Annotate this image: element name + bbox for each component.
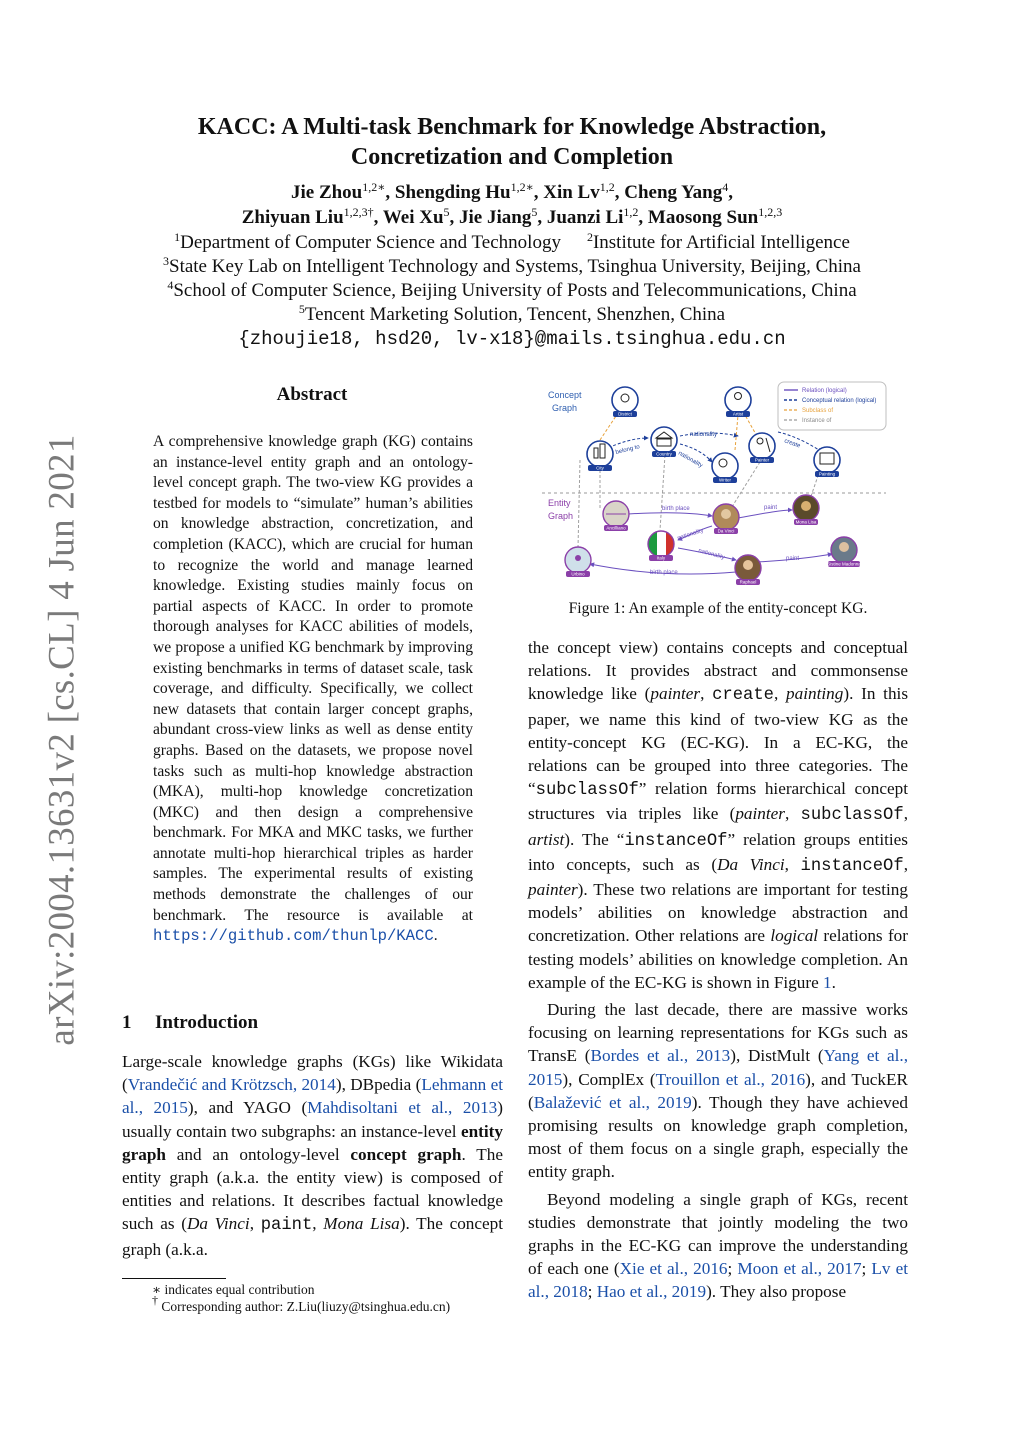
concept-node-painting [814,447,840,477]
author-affil-sup: 5 [531,205,538,219]
section-number: 1 [122,1012,132,1033]
node-label: Mona Lisa [795,519,817,525]
affiliation-5: Tencent Marketing Solution, Tencent, Shenzhen, China [304,304,726,325]
concept-graph-label: Graph [552,403,578,413]
edge-birth-place [628,513,712,516]
edge-label: belong to [615,444,641,456]
citation-link[interactable]: Lehmann et al., 2015 [122,1075,504,1118]
edge-label: paint [786,556,800,562]
affil-sup: 2 [586,230,593,244]
text: relations for testing models’ abilities on knowledge completion. An example of the EC-KG is shown in Figure [528,926,908,992]
author-affil-sup: 1,2,3† [343,205,374,219]
text: ” relation forms hierarchical concept structures via triples like ( [528,779,908,824]
author-line-1: Jie Zhou$^{1,2∗}$, Shengding $Hu^{1,2∗}$, Xin Lv$^{1,2}$, Cheng Yang$^4$, [290,180,733,203]
text: , [784,854,801,874]
footnote-rule [122,1278,226,1279]
entity-mention: Mona Lisa [323,1214,400,1234]
edge-instance [578,460,580,548]
text: During the last decade, there are massive works focusing on learning representations for KGs such as TransE ( [528,1000,908,1066]
affiliation-2: Institute for Artificial Intelligence [592,232,850,253]
term-logical: logical [770,926,819,946]
citation-link[interactable]: Bordes et al., 2013 [590,1046,731,1066]
affiliation-line-2 [0,255,1024,279]
text: ), ComplEx ( [562,1069,656,1089]
affiliation-1: Department of Computer Science and Technology [180,232,561,253]
entity-mention: Da Vinci [717,854,785,874]
citation-link[interactable]: Mahdisoltani et al., 2013 [307,1098,498,1118]
author-name: Xin Lv [543,182,600,203]
node-label: Urbino [571,571,585,577]
affil-sup: 1 [174,230,181,244]
text: the concept view) contains concepts and conceptual relations. It provides abstract and commonsense knowledge like ( [528,638,908,704]
edge-label: nationality [676,527,705,542]
author-name: Maosong Sun [647,207,759,228]
text: ). The concept graph (a.k.a. [122,1214,504,1259]
node-label: Painting [818,471,836,477]
citation-link[interactable]: Yang et al., 2015 [528,1046,908,1089]
arxiv-identifier: arXiv:2004.13631v2 [cs.CL] 4 Jun 2021 [41,434,83,1046]
concept-graph-label: Concept [548,390,582,400]
relation-mention: instanceOf [624,831,728,851]
paragraph-kg-representations [528,998,908,1184]
text: ” relation groups entities into concepts, such as ( [528,829,908,874]
entity-graph-label: Entity [548,498,571,508]
affiliation-3: State Key Lab on Intelligent Technology and Systems, Tsinghua University, Beijing, China [169,256,861,277]
node-label: Country [656,451,672,457]
right-column-text [528,636,908,1308]
concept-node-district [612,387,638,417]
concept-mention: painting [786,684,844,704]
author-affil-sup: 1,2∗ [362,180,386,194]
entity-node-sistine-madonna [827,537,861,567]
node-label: Painter [754,457,770,463]
entity-node-mona-lisa [793,495,819,525]
entity-graph-label: Graph [548,511,574,521]
concept-node-painter [749,433,775,463]
edge-label: create [783,438,802,450]
author-name: Wei Xu [382,207,444,228]
text: , [312,1214,324,1234]
concept-node-artist [725,387,751,417]
figure-entity-concept-kg [540,380,888,598]
abstract-text: A comprehensive knowledge graph (KG) contains an instance-level entity graph and an ontology-level concept graph. The two-view KG provides a testbed for models to “simulate” human’s abilities on knowledge abstraction, concretization, and completion (KACC), which are crucial for human to recognize the world and manage learned knowledge. Existing studies mainly focus on partial aspects of KACC. In order to promote thorough analyses for KACC abilities of models, we propose a unified KG benchmark by improving existing benchmarks in terms of dataset scale, task coverage, and difficulty. Specifically, we collect new datasets that contain larger concept graphs, abundant cross-view links as well as dense entity graphs. Based on the datasets, we propose novel tasks such as multi-hop knowledge abstraction (MKA), multi-hop knowledge concretization (MKC) and then design a comprehensive benchmark. For MKA and MKC tasks, we further annotate multi-hop hierarchical triples as harder samples. The experimental results of existing methods demonstrate the challenges of our benchmark. The resource is available at [153,433,473,924]
legend-label: Relation (logical) [802,388,847,394]
concept-node-country [651,427,677,457]
author-name: Jie Jiang [459,207,532,228]
text: ). The “ [564,829,625,849]
node-label: Artist [732,411,744,417]
paragraph-joint-modeling [528,1188,908,1304]
map-pin-icon [612,387,638,413]
citation-link[interactable]: Vrandečić and Krötzsch, 2014 [127,1075,336,1095]
text: , [774,684,787,704]
text: , [784,804,801,824]
affiliation-line-3 [0,279,1024,303]
text: ), and TuckER ( [528,1069,908,1112]
term-entity-graph: entity graph [122,1121,503,1164]
concept-node-writer [712,453,738,483]
affiliation-line-1 [0,231,1024,255]
author-affil-sup: 1,2 [599,180,615,194]
figure-caption: Figure 1: An example of the entity-concept KG. [568,600,868,617]
node-label: District [618,411,632,417]
node-label: Writer [719,477,731,483]
separator: ; [727,1259,738,1279]
author-affil-sup: 1,2,3 [758,205,783,219]
affiliation-line-4 [0,303,1024,327]
concept-mention: painter [650,684,701,704]
author-name: Zhiyuan Liu [241,207,344,228]
painter-icon [749,433,775,459]
edge-paint [738,510,792,518]
entity-node-urbino [565,547,591,577]
paper-title [0,112,1024,172]
affil-sup: 3 [163,254,169,268]
edge-subclass [735,415,738,450]
author-list [0,180,1024,230]
relation-mention: subclassOf [800,806,904,826]
figure-ref-link[interactable]: 1 [823,972,832,992]
paragraph-concept-view [528,636,908,994]
text: . The entity graph (a.k.a. the entity view) is composed of entities and relations. It describes factual knowledge such as ( [122,1144,503,1234]
concept-node-city [587,441,613,471]
abstract-end: . [433,927,438,945]
text: . [831,972,836,992]
citation-link[interactable]: Balažević et al., 2019 [533,1092,692,1112]
text: ). Though they have achieved promising results on knowledge graph completion, most of them focus on a single graph, especially the entity graph. [528,1092,908,1182]
section-title: Introduction [155,1012,259,1033]
concept-mention: artist [528,829,565,849]
citation-link[interactable]: Xie et al., 2016 [619,1259,728,1279]
node-label: Da Vinci [717,528,735,534]
author-affil-sup: 5 [443,205,450,219]
legend-label: Subclass of [802,408,834,414]
text: , [903,804,908,824]
affiliation-4: School of Computer Science, Beijing University of Posts and Telecommunications, China [173,280,857,301]
text: ). They also propose [706,1282,847,1302]
affil-sup: 4 [167,278,174,292]
text: , [903,854,908,874]
author-name: Shengding Hu [394,182,511,203]
text: , [249,1214,261,1234]
footnote-equal-contribution: ∗ indicates equal contribution [152,1282,315,1297]
node-label: Raphael [739,579,757,585]
author-affil-sup: 1,2∗ [510,180,534,194]
intro-paragraph-1 [122,1050,503,1261]
author-name: Jie Zhou [290,182,363,203]
entity-node-raphael [735,555,761,585]
relation-mention: paint [260,1216,313,1236]
footnote-corresponding-author [122,1293,522,1315]
legend-label: Instance of [802,418,832,424]
text: Large-scale knowledge graphs (KGs) like Wikidata ( [122,1052,503,1095]
entity-mention: Da Vinci [186,1214,250,1234]
title-line-2: Concretization and Completion [350,144,674,170]
relation-mention: instanceOf [800,856,904,876]
separator: ; [587,1282,597,1302]
relation-mention: create [712,686,774,706]
author-name: Juanzi Li [546,207,624,228]
government-building-icon [651,427,677,453]
author-affil-sup: 4 [722,180,729,194]
edge-label: nationality [677,450,704,470]
title-line-1: KACC: A Multi-task Benchmark for Knowledge Abstraction, [197,114,827,140]
text: , [700,684,713,704]
concept-mention: painter [528,880,578,900]
edge-label: birth place [650,570,678,576]
node-label: Sistine Madonna [827,561,861,567]
legend-label: Conceptual relation (logical) [802,398,877,404]
edge-label: paint [764,505,778,511]
entity-node-da-vinci [713,504,739,534]
concept-mention: painter [735,804,785,824]
text: Beyond modeling a single graph of KGs, recent studies demonstrate that jointly modeling the two graphs in the EC-KG can improve the understanding of each one ( [528,1189,908,1279]
email-addresses: {zhoujie18, hsd20, lv-x18}@mails.tsinghua.edu.cn [238,328,786,350]
citation-link[interactable]: Lv et al., 2018 [528,1259,909,1302]
dagger-mark: † [152,1293,158,1307]
edge-label: birth place [662,506,690,512]
edge-label: nationality [697,548,726,561]
separator: ; [861,1259,872,1279]
text: Corresponding author: Z.Liu(liuzy@tsinghua.edu.cn) [158,1299,451,1314]
citation-link[interactable]: Hao et al., 2019 [596,1282,707,1302]
author-line-2: Zhiyuan Liu$^{1,2,3\dagger}$, Wei Xu$^5$, Jie Jiang$^5$, Juanzi Li$^{1,2}$, Maosong Sun$^{1,2,3}$ [241,205,783,228]
affiliation-list [0,231,1024,351]
affil-sup: 5 [298,302,305,316]
text: ), DBpedia ( [335,1075,422,1095]
node-label: Ancilliano [606,525,626,531]
citation-link[interactable]: Moon et al., 2017 [737,1259,862,1279]
footnotes [122,1281,522,1315]
text: ). These two relations are important for testing models’ abilities on knowledge abstraction and concretization. Other relations are [528,880,908,946]
section-heading-introduction [122,1012,258,1034]
text: ), DistMult ( [730,1046,824,1066]
text: ). In this paper, we name this kind of two-view KG as the entity-concept KG (EC-KG). In a EC-KG, the relations can be grouped into three categories. The “ [528,684,909,799]
text: ) usually contain two subgraphs: an instance-level [122,1098,503,1141]
resource-url-link[interactable]: https://github.com/thunlp/KACC [153,927,434,946]
relation-mention: subclassOf [535,781,639,801]
citation-link[interactable]: Trouillon et al., 2016 [655,1069,806,1089]
entity-node-ancilliano [603,501,629,531]
term-concept-graph: concept graph [350,1144,462,1164]
abstract-heading: Abstract [276,384,348,405]
author-name: Cheng Yang [624,182,723,203]
text: and an ontology-level [165,1144,351,1164]
painting-icon [814,447,840,473]
text: ), and YAGO ( [187,1098,308,1118]
edge-label: nationality [690,432,718,438]
author-affil-sup: 1,2 [623,205,639,219]
abstract-body [153,432,473,947]
node-label: City [596,465,604,471]
node-label: Italy [656,555,666,561]
entity-node-italy [648,531,675,561]
